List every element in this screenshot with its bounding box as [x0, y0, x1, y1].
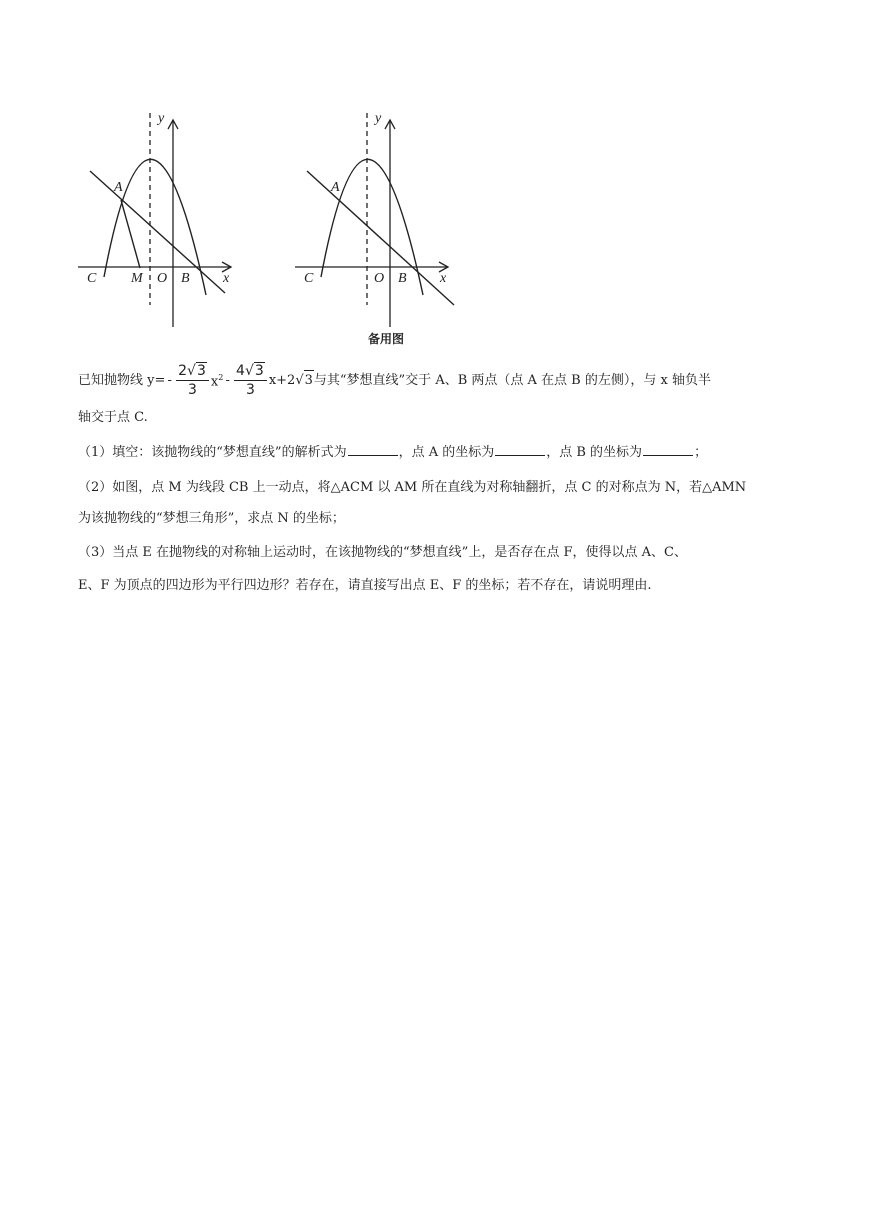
- coef1-rad: 3: [196, 363, 206, 379]
- x2-base: x: [210, 374, 219, 390]
- q1-text-d: ；: [694, 445, 708, 460]
- fraction-1: [176, 362, 209, 399]
- question-3-line2: E、F 为顶点的四边形为平行四边形？若存在，请直接写出点 E、F 的坐标；若不存在，请说明理由.: [78, 578, 652, 593]
- label-b: B: [181, 271, 190, 286]
- figure-spare: [292, 105, 467, 350]
- coef1-num: 2: [178, 363, 188, 379]
- parabola-equation: [78, 362, 314, 399]
- question-2-line1: （2）如图，点 M 为线段 CB 上一动点，将△ACM 以 AM 所在直线为对称轴翻折，点 C 的对称点为 N，若△AMN: [78, 480, 747, 495]
- sqrt-icon: √: [295, 372, 304, 388]
- label-c: C: [304, 271, 314, 286]
- sqrt-icon: √: [187, 363, 196, 379]
- coef2-rad: 3: [254, 363, 264, 379]
- intro-suffix: 与其“梦想直线”交于 A、B 两点（点 A 在点 B 的左侧），与 x 轴负半: [313, 373, 711, 388]
- sqrt-icon: √: [244, 363, 254, 379]
- answer-blank-point-a[interactable]: [495, 443, 545, 456]
- figure-spare-graph: [292, 105, 467, 350]
- label-m: M: [131, 271, 143, 286]
- label-b: B: [398, 271, 407, 286]
- fraction-2: [234, 362, 267, 399]
- label-a: A: [331, 180, 340, 195]
- label-o: O: [157, 271, 168, 286]
- figure-main: [75, 105, 245, 335]
- label-a: A: [114, 180, 123, 195]
- label-c: C: [87, 271, 97, 286]
- problem-intro-line1: [78, 362, 711, 399]
- intro-prefix: 已知抛物线 y= -: [78, 372, 175, 388]
- q1-text-b: ，点 A 的坐标为: [398, 445, 495, 460]
- problem-intro-line2: 轴交于点 C.: [78, 410, 148, 425]
- answer-blank-point-b[interactable]: [643, 443, 693, 456]
- term3: x+2: [268, 372, 296, 388]
- label-y: y: [375, 111, 382, 126]
- figure-main-graph: [75, 105, 245, 335]
- q1-text-a: （1）填空：该抛物线的“梦想直线”的解析式为: [78, 445, 347, 460]
- question-1: [78, 443, 707, 463]
- x-squared: [211, 368, 223, 392]
- term3-rad: 3: [304, 370, 314, 391]
- question-3-line1: （3）当点 E 在抛物线的对称轴上运动时，在该抛物线的“梦想直线”上，是否存在点 F，使得以点 A、C、: [78, 545, 687, 560]
- coef2-den: 3: [245, 382, 255, 398]
- coef2-num: 4: [236, 363, 245, 379]
- answer-blank-line[interactable]: [348, 443, 398, 456]
- segment-am: [121, 200, 140, 268]
- label-x: x: [223, 271, 230, 286]
- label-y: y: [158, 111, 165, 126]
- q1-text-c: ，点 B 的坐标为: [546, 445, 643, 460]
- figure-caption: 备用图: [368, 332, 405, 346]
- minus-sign: -: [223, 372, 233, 388]
- label-x: x: [440, 271, 447, 286]
- label-o: O: [374, 271, 385, 286]
- x2-exp: 2: [218, 373, 224, 383]
- coef1-den: 3: [188, 382, 197, 398]
- question-2-line2: 为该抛物线的“梦想三角形”，求点 N 的坐标；: [78, 511, 345, 526]
